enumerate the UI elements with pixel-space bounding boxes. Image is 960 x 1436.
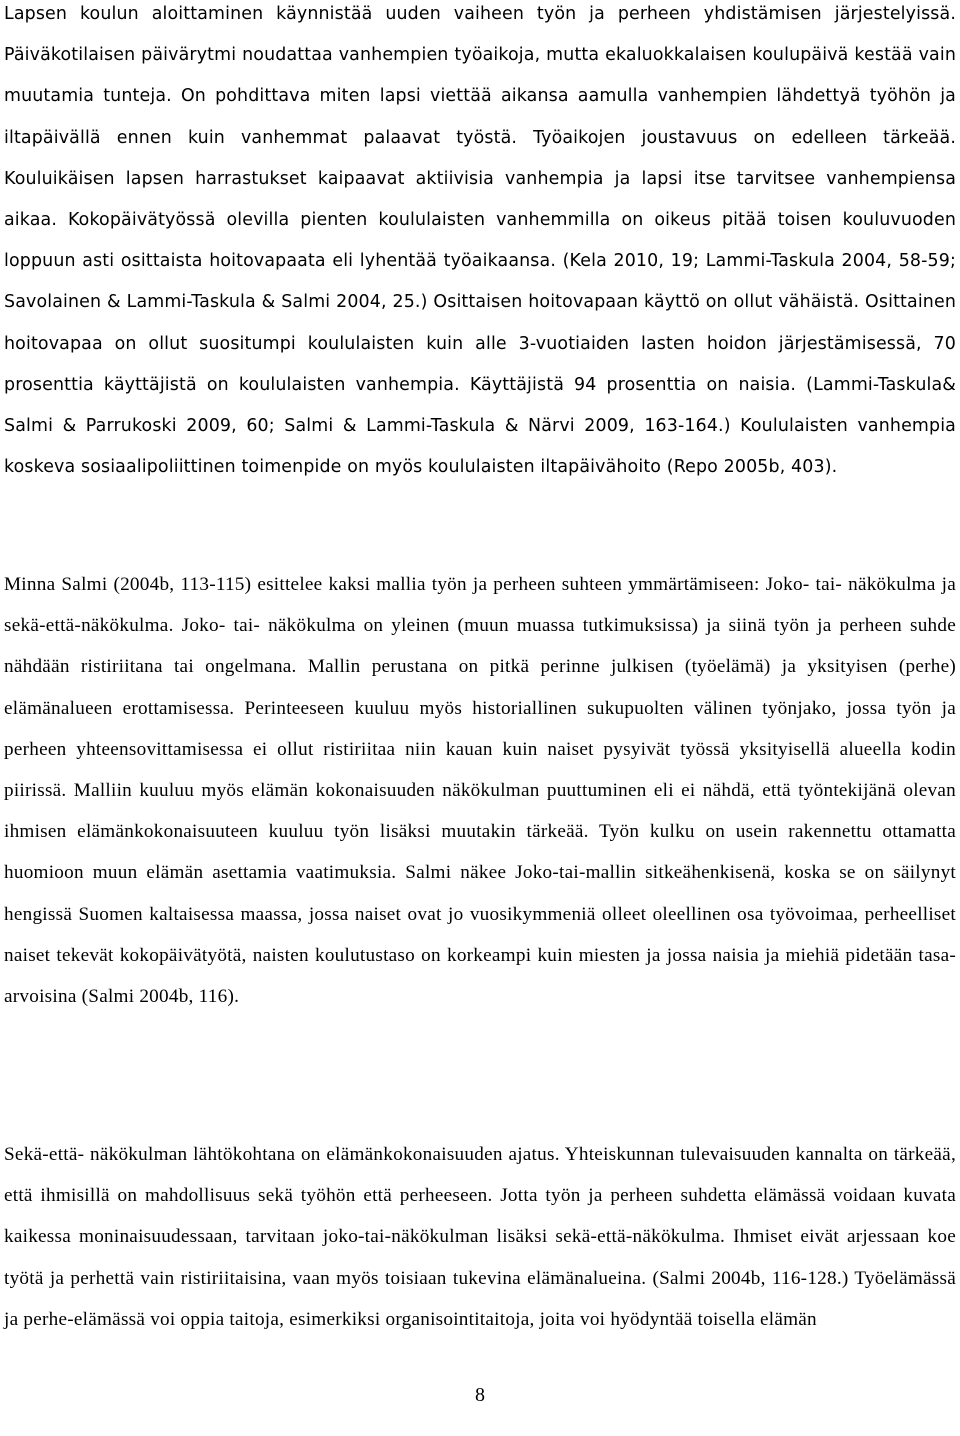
page-number: 8: [475, 1384, 485, 1406]
paragraph-salmi-models: Minna Salmi (2004b, 113-115) esittelee kaksi mallia työn ja perheen suhteen ymmärtämiseen: Joko- tai- näkökulma ja sekä-että-näkökulma. Joko- tai- näkökulma on yleinen (muun muassa tutkimuksissa) ja siinä työn ja perheen suhde nähdään ristiriitana tai ongelmana. Mallin perustana on pitkä perinne julkisen (työelämä) ja yksityisen (perhe) elämänalueen erottamisessa. Perinteeseen kuuluu myös historiallinen sukupuolten välinen työnjako, jossa työn ja perheen yhteensovittamisessa ei ollut ristiriitaa niin kauan kuin naiset pysyivät työssä yksityisellä alueella kodin piirissä. Malliin kuuluu myös elämän kokonaisuuden näkökulman puuttuminen eli ei nähdä, että työntekijänä olevan ihmisen elämänkokonaisuuteen kuuluu työn lisäksi muutakin tärkeää. Työn kulku on usein rakennettu ottamatta huomioon muun elämän asettamia vaatimuksia. Salmi näkee Joko-tai-mallin sitkeähenkisenä, koska se on säilynyt hengissä Suomen kaltaisessa maassa, jossa naiset ovat jo vuosikymmeniä olleet oleellinen osa työvoimaa, perheelliset naiset tekevät kokopäivätyötä, naisten koulutustaso on korkeampi kuin miesten ja jossa naisia ja miehiä pidetään tasa-arvoisina (Salmi 2004b, 116).: [4, 574, 956, 1008]
paragraph-both-and-perspective: Sekä-että- näkökulman lähtökohtana on elämänkokonaisuuden ajatus. Yhteiskunnan tulevaisuuden kannalta on tärkeää, että ihmisillä on mahdollisuus sekä työhön että perheeseen. Jotta työn ja perheen suhdetta elämässä voidaan kuvata kaikessa moninaisuudessaan, tarvitaan joko-tai-näkökulman lisäksi sekä-että-näkökulma. Ihmiset eivät arjessaan koe työtä ja perhettä vain ristiriitaisina, vaan myös toisiaan tukevina elämänalueina. (Salmi 2004b, 116-128.) Työelämässä ja perhe-elämässä voi oppia taitoja, esimerkiksi organisointitaitoja, joita voi hyödyntää toisella elämän: [4, 1144, 956, 1330]
paragraph-school-start: Lapsen koulun aloittaminen käynnistää uuden vaiheen työn ja perheen yhdistämisen järjestelyissä. Päiväkotilaisen päivärytmi noudattaa vanhempien työaikoja, mutta ekaluokkalaisen koulupäivä kestää vain muutamia tunteja. On pohdittava miten lapsi viettää aikansa aamulla vanhempien lähdettyä työhön ja iltapäivällä ennen kuin vanhemmat palaavat työstä. Työaikojen joustavuus on edelleen tärkeää. Kouluikäisen lapsen harrastukset kaipaavat aktiivisia vanhempia ja lapsi itse tarvitsee vanhempiensa aikaa. Kokopäivätyössä olevilla pienten koululaisten vanhemmilla on oikeus pitää toisen kouluvuoden loppuun asti osittaista hoitovapaata eli lyhentää työaikaansa. (Kela 2010, 19; Lammi-Taskula 2004, 58-59; Savolainen & Lammi-Taskula & Salmi 2004, 25.) Osittaisen hoitovapaan käyttö on ollut vähäistä. Osittainen hoitovapaa on ollut suositumpi koululaisten kuin alle 3-vuotiaiden lasten hoidon järjestämisessä, 70 prosenttia käyttäjistä on koululaisten vanhempia. Käyttäjistä 94 prosenttia on naisia. (Lammi-Taskula& Salmi & Parrukoski 2009, 60; Salmi & Lammi-Taskula & Närvi 2009, 163-164.) Koululaisten vanhempia koskeva sosiaalipoliittinen toimenpide on myös koululaisten iltapäivähoito (Repo 2005b, 403).: [4, 4, 956, 478]
